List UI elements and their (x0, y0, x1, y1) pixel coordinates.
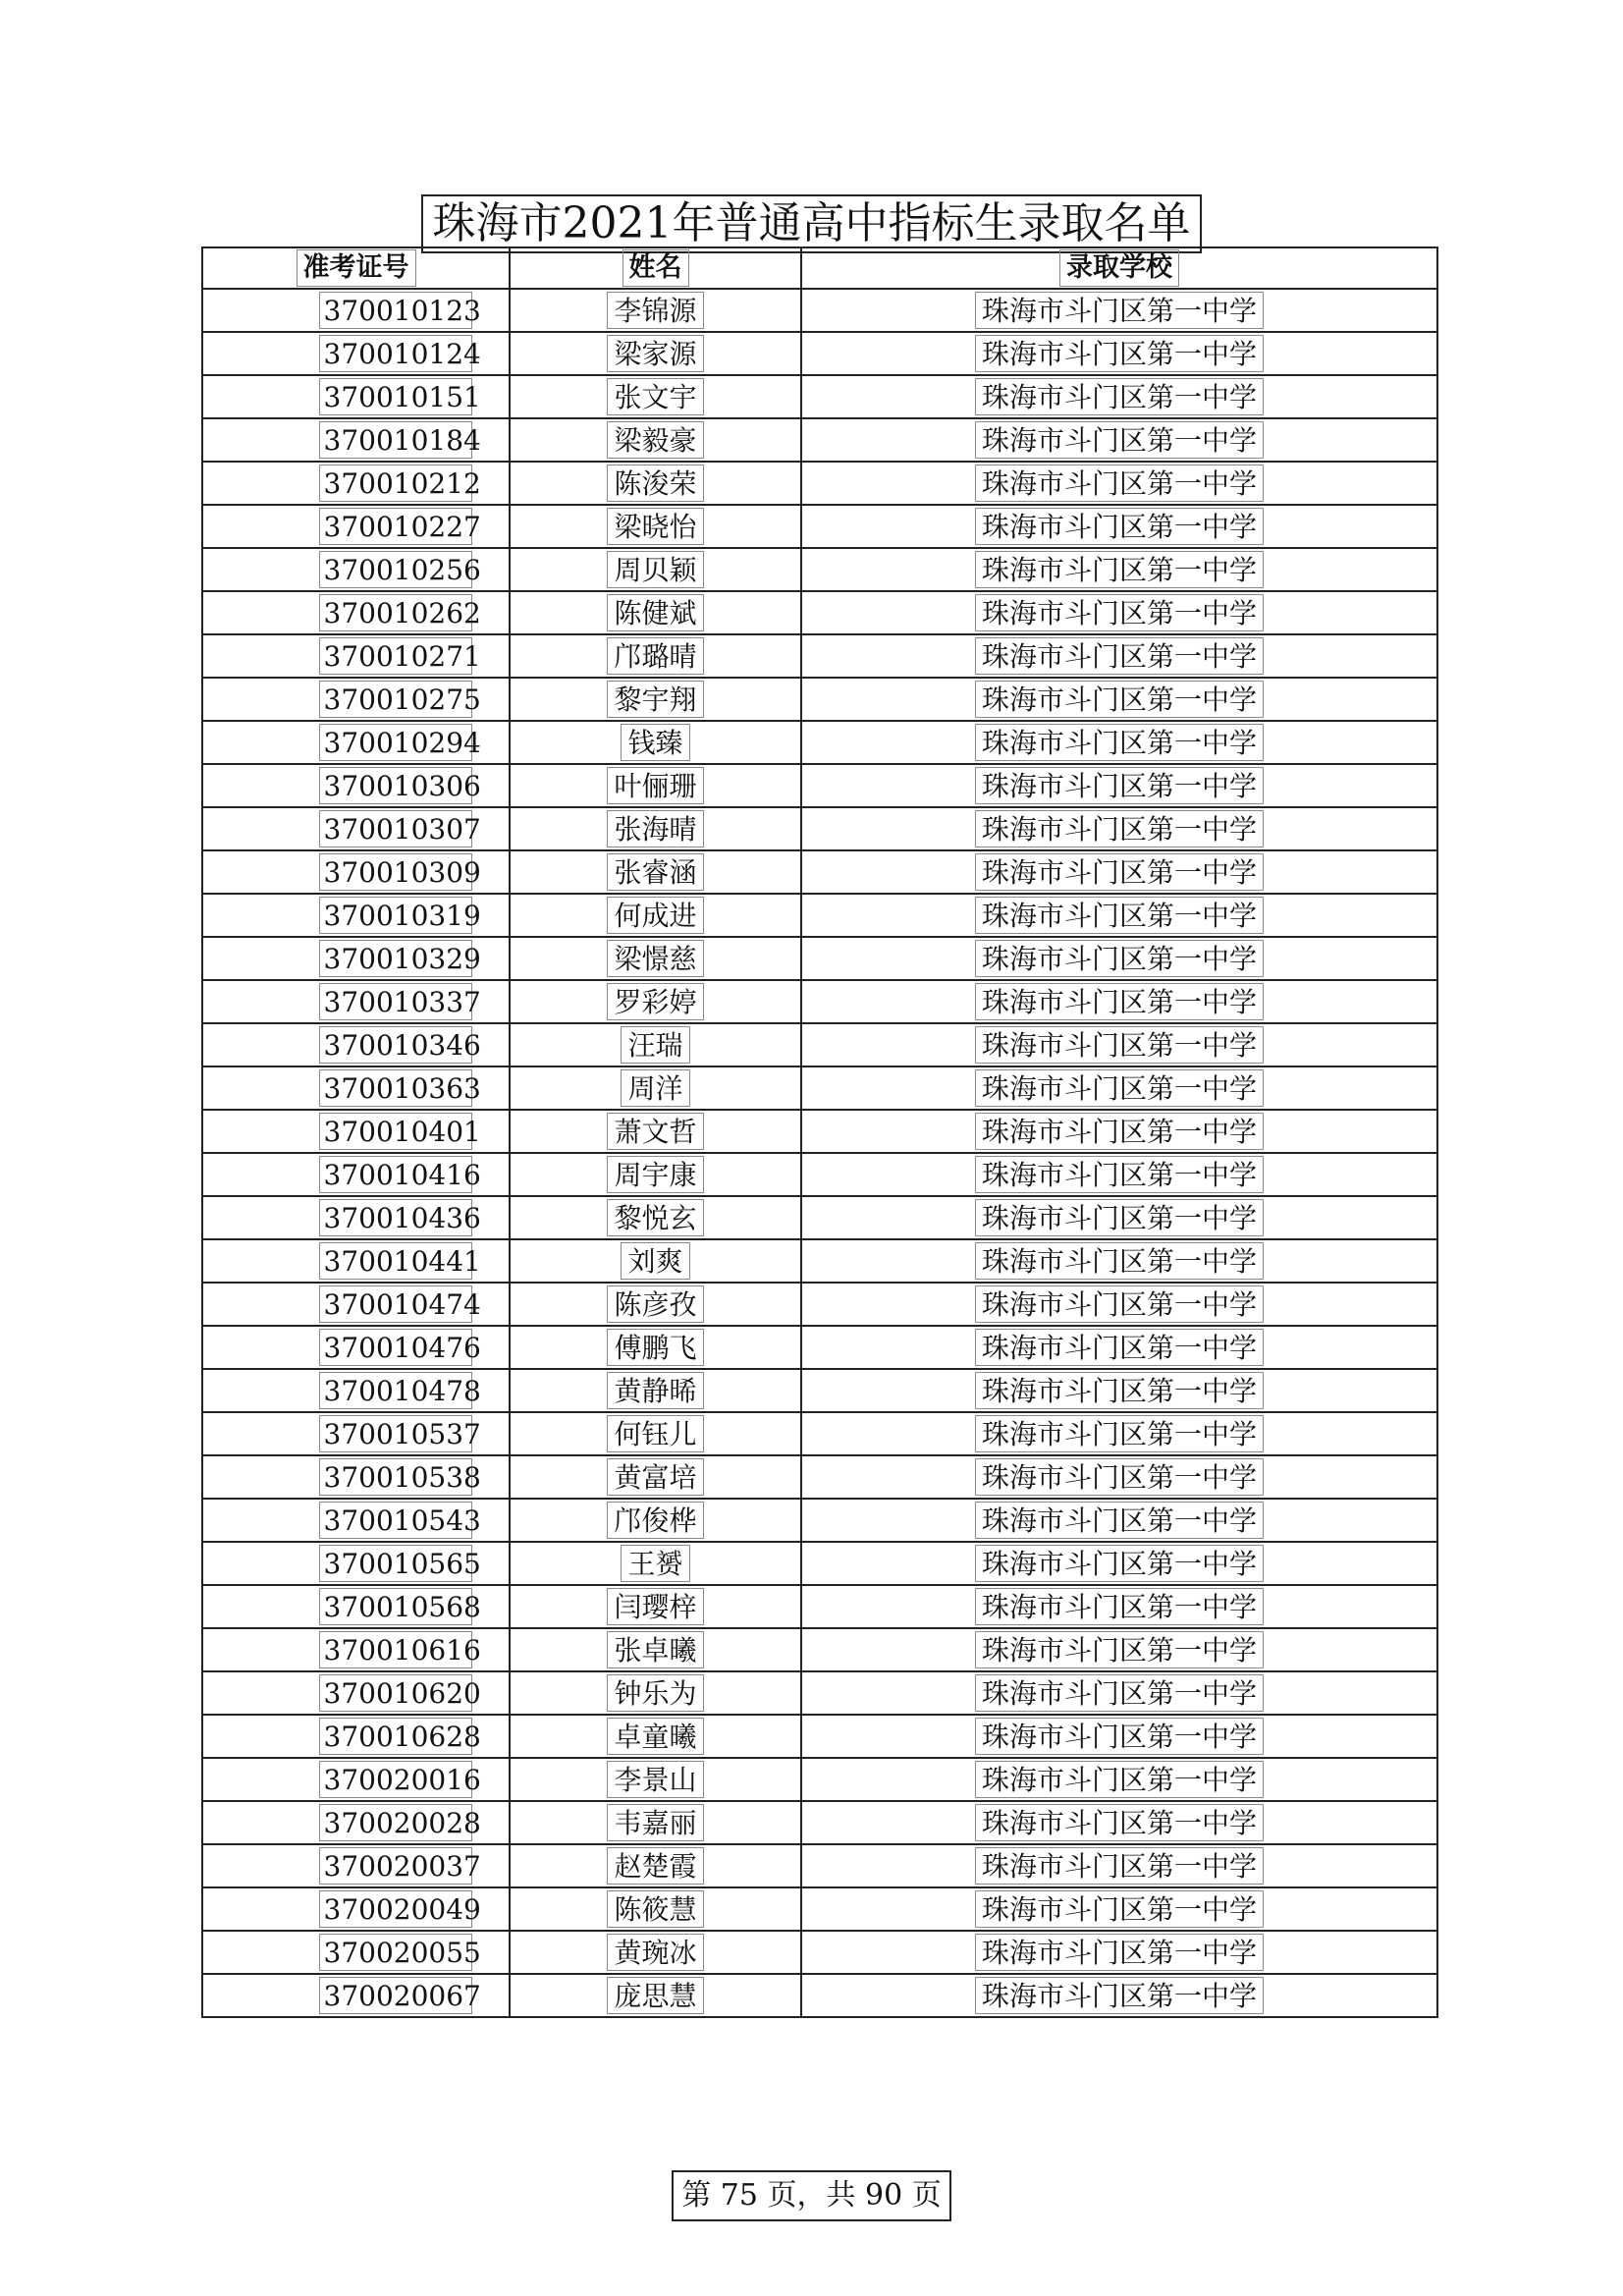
cell-school (801, 1369, 1437, 1412)
cell-school (801, 1110, 1437, 1153)
table-row (202, 375, 1437, 418)
cell-school (801, 1066, 1437, 1110)
cell-id (202, 1887, 510, 1931)
cell-school (801, 894, 1437, 937)
table-row (202, 1283, 1437, 1326)
cell-name-text: 张卓曦 (607, 1631, 703, 1668)
cell-id-text: 370020037 (319, 1847, 472, 1885)
cell-id-text: 370010363 (319, 1069, 472, 1107)
cell-school-text: 珠海市斗门区第一中学 (975, 853, 1264, 891)
cell-school (801, 1801, 1437, 1844)
cell-name (510, 1326, 801, 1369)
cell-id-text: 370010346 (319, 1026, 472, 1064)
cell-id-text: 370010628 (319, 1718, 472, 1755)
cell-id-text: 370010401 (319, 1113, 472, 1150)
cell-school (801, 937, 1437, 980)
cell-school-text: 珠海市斗门区第一中学 (975, 1372, 1264, 1409)
cell-school-text: 珠海市斗门区第一中学 (975, 1458, 1264, 1496)
cell-name-text: 陈筱慧 (607, 1890, 703, 1928)
cell-school (801, 548, 1437, 591)
cell-name-text: 陈健斌 (607, 594, 703, 631)
cell-id-text: 370010294 (319, 724, 472, 761)
cell-school-text: 珠海市斗门区第一中学 (975, 1156, 1264, 1193)
cell-id-text: 370010474 (319, 1285, 472, 1323)
cell-id (202, 764, 510, 807)
cell-id (202, 1758, 510, 1801)
cell-school-text: 珠海市斗门区第一中学 (975, 681, 1264, 718)
table-header-row (202, 247, 1437, 289)
cell-id-text: 370010227 (319, 508, 472, 545)
cell-school-text: 珠海市斗门区第一中学 (975, 1415, 1264, 1452)
cell-name-text: 刘爽 (621, 1242, 689, 1280)
cell-id (202, 1110, 510, 1153)
cell-school (801, 1499, 1437, 1542)
cell-name-text: 陈浚荣 (607, 465, 703, 502)
cell-name-text: 傅鹏飞 (607, 1329, 703, 1366)
cell-school-text: 珠海市斗门区第一中学 (975, 983, 1264, 1020)
cell-name-text: 罗彩婷 (607, 983, 703, 1020)
table-row (202, 289, 1437, 332)
cell-school (801, 289, 1437, 332)
cell-school-text: 珠海市斗门区第一中学 (975, 508, 1264, 545)
cell-id-text: 370010151 (319, 378, 472, 415)
cell-id-text: 370010538 (319, 1458, 472, 1496)
cell-name (510, 1715, 801, 1758)
cell-id (202, 937, 510, 980)
cell-id-text: 370010306 (319, 767, 472, 804)
cell-school (801, 980, 1437, 1023)
cell-name-text: 黎悦玄 (607, 1199, 703, 1236)
cell-id (202, 721, 510, 764)
cell-school (801, 462, 1437, 505)
cell-school-text: 珠海市斗门区第一中学 (975, 594, 1264, 631)
cell-name-text: 张海晴 (607, 810, 703, 847)
cell-name-text: 何钰儿 (607, 1415, 703, 1452)
table-row (202, 1671, 1437, 1715)
cell-id (202, 1196, 510, 1239)
cell-name-text: 黄静晞 (607, 1372, 703, 1409)
table-row (202, 678, 1437, 721)
cell-name (510, 721, 801, 764)
cell-id-text: 370010337 (319, 983, 472, 1020)
cell-school (801, 1974, 1437, 2017)
cell-id-text: 370010537 (319, 1415, 472, 1452)
cell-name-text: 梁憬慈 (607, 940, 703, 977)
table-row (202, 1758, 1437, 1801)
header-name (510, 247, 801, 289)
cell-id (202, 1974, 510, 2017)
cell-id-text: 370020055 (319, 1934, 472, 1971)
table-row (202, 1239, 1437, 1283)
cell-school-text: 珠海市斗门区第一中学 (975, 551, 1264, 588)
cell-id-text: 370010271 (319, 637, 472, 675)
cell-name (510, 894, 801, 937)
table-row (202, 1153, 1437, 1196)
cell-name-text: 张文宇 (607, 378, 703, 415)
cell-name (510, 1239, 801, 1283)
table-row (202, 1196, 1437, 1239)
cell-id (202, 807, 510, 850)
cell-school (801, 807, 1437, 850)
cell-school (801, 634, 1437, 678)
cell-id-text: 370010441 (319, 1242, 472, 1280)
cell-school-text: 珠海市斗门区第一中学 (975, 1069, 1264, 1107)
cell-name-text: 李景山 (607, 1761, 703, 1798)
cell-id (202, 1844, 510, 1887)
cell-name-text: 张睿涵 (607, 853, 703, 891)
cell-school (801, 1844, 1437, 1887)
cell-id (202, 1671, 510, 1715)
cell-school-text: 珠海市斗门区第一中学 (975, 421, 1264, 459)
table-row (202, 332, 1437, 375)
cell-school-text: 珠海市斗门区第一中学 (975, 292, 1264, 329)
cell-school-text: 珠海市斗门区第一中学 (975, 378, 1264, 415)
cell-school (801, 1023, 1437, 1066)
cell-name-text: 汪瑞 (621, 1026, 689, 1064)
cell-id-text: 370010124 (319, 335, 472, 372)
cell-name-text: 何成进 (607, 897, 703, 934)
cell-school (801, 721, 1437, 764)
cell-id (202, 462, 510, 505)
cell-id (202, 850, 510, 894)
cell-name-text: 黄富培 (607, 1458, 703, 1496)
cell-school (801, 1542, 1437, 1585)
cell-name-text: 邝璐晴 (607, 637, 703, 675)
cell-id-text: 370010436 (319, 1199, 472, 1236)
cell-name (510, 1455, 801, 1499)
admission-table (201, 246, 1438, 2018)
cell-name (510, 1628, 801, 1671)
cell-id (202, 1369, 510, 1412)
table-row (202, 462, 1437, 505)
table-row (202, 1887, 1437, 1931)
cell-id-text: 370010184 (319, 421, 472, 459)
cell-name-text: 闫璎梓 (607, 1588, 703, 1625)
cell-school (801, 418, 1437, 462)
cell-id-text: 370010307 (319, 810, 472, 847)
cell-id-text: 370010123 (319, 292, 472, 329)
table-row (202, 634, 1437, 678)
cell-school (801, 1887, 1437, 1931)
cell-school-text: 珠海市斗门区第一中学 (975, 897, 1264, 934)
cell-school (801, 678, 1437, 721)
cell-name (510, 1412, 801, 1455)
cell-school-text: 珠海市斗门区第一中学 (975, 1242, 1264, 1280)
cell-id-text: 370020067 (319, 1977, 472, 2014)
cell-id-text: 370010262 (319, 594, 472, 631)
cell-id-text: 370010565 (319, 1545, 472, 1582)
cell-name-text: 王赟 (621, 1545, 689, 1582)
cell-name (510, 1585, 801, 1628)
cell-name (510, 1758, 801, 1801)
cell-name (510, 548, 801, 591)
page-title: 珠海市2021年普通高中指标生录取名单 (421, 194, 1203, 253)
cell-name (510, 1369, 801, 1412)
cell-school (801, 1239, 1437, 1283)
cell-school-text: 珠海市斗门区第一中学 (975, 335, 1264, 372)
cell-school-text: 珠海市斗门区第一中学 (975, 1329, 1264, 1366)
cell-id (202, 894, 510, 937)
cell-school-text: 珠海市斗门区第一中学 (975, 1934, 1264, 1971)
table-row (202, 894, 1437, 937)
cell-school (801, 332, 1437, 375)
header-name-label: 姓名 (622, 249, 689, 287)
cell-school-text: 珠海市斗门区第一中学 (975, 1977, 1264, 2014)
cell-name-text: 黎宇翔 (607, 681, 703, 718)
cell-name (510, 1931, 801, 1974)
header-school (801, 247, 1437, 289)
cell-id (202, 418, 510, 462)
cell-name (510, 505, 801, 548)
cell-name (510, 807, 801, 850)
cell-id-text: 370020049 (319, 1890, 472, 1928)
cell-school-text: 珠海市斗门区第一中学 (975, 1890, 1264, 1928)
cell-name-text: 陈彦孜 (607, 1285, 703, 1323)
table-row (202, 1931, 1437, 1974)
cell-id-text: 370020016 (319, 1761, 472, 1798)
cell-id-text: 370010476 (319, 1329, 472, 1366)
cell-id (202, 1801, 510, 1844)
cell-school-text: 珠海市斗门区第一中学 (975, 1545, 1264, 1582)
cell-id-text: 370010568 (319, 1588, 472, 1625)
table-row (202, 980, 1437, 1023)
table-row (202, 505, 1437, 548)
cell-school (801, 1283, 1437, 1326)
cell-school-text: 珠海市斗门区第一中学 (975, 767, 1264, 804)
cell-id (202, 505, 510, 548)
cell-name (510, 591, 801, 634)
cell-id (202, 1715, 510, 1758)
table-row (202, 1628, 1437, 1671)
cell-name-text: 周贝颖 (607, 551, 703, 588)
cell-name-text: 庞思慧 (607, 1977, 703, 2014)
cell-school-text: 珠海市斗门区第一中学 (975, 1718, 1264, 1755)
cell-school-text: 珠海市斗门区第一中学 (975, 637, 1264, 675)
cell-name (510, 1153, 801, 1196)
cell-school-text: 珠海市斗门区第一中学 (975, 1026, 1264, 1064)
cell-name (510, 980, 801, 1023)
table-row (202, 850, 1437, 894)
cell-school-text: 珠海市斗门区第一中学 (975, 465, 1264, 502)
cell-school-text: 珠海市斗门区第一中学 (975, 1804, 1264, 1841)
title-wrapper (0, 194, 1623, 253)
cell-id-text: 370010275 (319, 681, 472, 718)
cell-id (202, 1585, 510, 1628)
cell-name (510, 1283, 801, 1326)
cell-school-text: 珠海市斗门区第一中学 (975, 1285, 1264, 1323)
table-row (202, 1326, 1437, 1369)
cell-name (510, 850, 801, 894)
cell-school (801, 591, 1437, 634)
cell-school (801, 1326, 1437, 1369)
cell-school (801, 1671, 1437, 1715)
cell-school-text: 珠海市斗门区第一中学 (975, 1631, 1264, 1668)
cell-id-text: 370010616 (319, 1631, 472, 1668)
table-row (202, 764, 1437, 807)
table-row (202, 1844, 1437, 1887)
cell-name (510, 375, 801, 418)
cell-id-text: 370010309 (319, 853, 472, 891)
cell-name-text: 钱臻 (621, 724, 689, 761)
cell-name-text: 周洋 (621, 1069, 689, 1107)
cell-name (510, 1066, 801, 1110)
cell-school-text: 珠海市斗门区第一中学 (975, 724, 1264, 761)
cell-school (801, 1715, 1437, 1758)
table-row (202, 1110, 1437, 1153)
cell-school (801, 764, 1437, 807)
table-row (202, 418, 1437, 462)
cell-id (202, 375, 510, 418)
cell-name-text: 周宇康 (607, 1156, 703, 1193)
cell-name (510, 1974, 801, 2017)
cell-school-text: 珠海市斗门区第一中学 (975, 1761, 1264, 1798)
cell-school-text: 珠海市斗门区第一中学 (975, 1502, 1264, 1539)
cell-school (801, 375, 1437, 418)
cell-school (801, 1412, 1437, 1455)
header-id (202, 247, 510, 289)
cell-school-text: 珠海市斗门区第一中学 (975, 1199, 1264, 1236)
cell-id (202, 1326, 510, 1369)
cell-id-text: 370010416 (319, 1156, 472, 1193)
cell-name (510, 332, 801, 375)
header-id-label: 准考证号 (297, 249, 416, 287)
table-row (202, 591, 1437, 634)
table-row (202, 548, 1437, 591)
cell-id (202, 1412, 510, 1455)
cell-name (510, 764, 801, 807)
cell-name-text: 韦嘉丽 (607, 1804, 703, 1841)
table-row (202, 1023, 1437, 1066)
cell-id (202, 1628, 510, 1671)
header-school-label: 录取学校 (1059, 249, 1179, 287)
page-number: 第 75 页，共 90 页 (672, 2170, 951, 2221)
cell-school (801, 850, 1437, 894)
cell-id (202, 1542, 510, 1585)
cell-id-text: 370010620 (319, 1674, 472, 1712)
cell-id-text: 370010478 (319, 1372, 472, 1409)
cell-name (510, 1499, 801, 1542)
cell-id (202, 1499, 510, 1542)
cell-name (510, 1023, 801, 1066)
cell-school (801, 1153, 1437, 1196)
table-body (202, 289, 1437, 2017)
footer-wrapper (0, 2170, 1623, 2221)
cell-id (202, 980, 510, 1023)
cell-id (202, 1283, 510, 1326)
cell-name (510, 1887, 801, 1931)
cell-name (510, 418, 801, 462)
cell-id-text: 370010329 (319, 940, 472, 977)
cell-name (510, 1196, 801, 1239)
cell-id (202, 1931, 510, 1974)
cell-id-text: 370010256 (319, 551, 472, 588)
cell-name-text: 赵楚霞 (607, 1847, 703, 1885)
cell-id-text: 370010543 (319, 1502, 472, 1539)
cell-name (510, 678, 801, 721)
cell-id (202, 634, 510, 678)
cell-school-text: 珠海市斗门区第一中学 (975, 1113, 1264, 1150)
cell-id (202, 1153, 510, 1196)
cell-id-text: 370010212 (319, 465, 472, 502)
table-row (202, 1412, 1437, 1455)
cell-school (801, 1758, 1437, 1801)
cell-name (510, 634, 801, 678)
cell-name (510, 462, 801, 505)
cell-name-text: 叶俪珊 (607, 767, 703, 804)
table-row (202, 1974, 1437, 2017)
cell-name (510, 1671, 801, 1715)
table-row (202, 937, 1437, 980)
cell-name-text: 邝俊桦 (607, 1502, 703, 1539)
cell-id (202, 591, 510, 634)
cell-id (202, 1023, 510, 1066)
cell-id (202, 1455, 510, 1499)
cell-name (510, 1801, 801, 1844)
cell-school (801, 505, 1437, 548)
table-row (202, 1499, 1437, 1542)
cell-name-text: 李锦源 (607, 292, 703, 329)
cell-id-text: 370020028 (319, 1804, 472, 1841)
table-row (202, 1585, 1437, 1628)
cell-name (510, 937, 801, 980)
cell-id (202, 1239, 510, 1283)
table-row (202, 1801, 1437, 1844)
table-row (202, 721, 1437, 764)
cell-id (202, 1066, 510, 1110)
table-row (202, 1715, 1437, 1758)
cell-school-text: 珠海市斗门区第一中学 (975, 810, 1264, 847)
cell-school (801, 1628, 1437, 1671)
cell-school (801, 1931, 1437, 1974)
cell-name-text: 梁晓怡 (607, 508, 703, 545)
cell-id-text: 370010319 (319, 897, 472, 934)
cell-school-text: 珠海市斗门区第一中学 (975, 1674, 1264, 1712)
cell-name-text: 梁家源 (607, 335, 703, 372)
table-row (202, 807, 1437, 850)
cell-name (510, 1844, 801, 1887)
cell-school-text: 珠海市斗门区第一中学 (975, 1847, 1264, 1885)
cell-name-text: 钟乐为 (607, 1674, 703, 1712)
cell-name (510, 1542, 801, 1585)
cell-school-text: 珠海市斗门区第一中学 (975, 1588, 1264, 1625)
cell-name (510, 289, 801, 332)
cell-name-text: 卓童曦 (607, 1718, 703, 1755)
cell-id (202, 678, 510, 721)
table-row (202, 1455, 1437, 1499)
cell-id (202, 548, 510, 591)
cell-id (202, 332, 510, 375)
cell-name-text: 黄琬冰 (607, 1934, 703, 1971)
table-row (202, 1542, 1437, 1585)
table-row (202, 1369, 1437, 1412)
cell-name-text: 梁毅豪 (607, 421, 703, 459)
cell-school (801, 1585, 1437, 1628)
cell-school-text: 珠海市斗门区第一中学 (975, 940, 1264, 977)
cell-school (801, 1196, 1437, 1239)
cell-name (510, 1110, 801, 1153)
cell-id (202, 289, 510, 332)
table-row (202, 1066, 1437, 1110)
cell-school (801, 1455, 1437, 1499)
cell-name-text: 萧文哲 (607, 1113, 703, 1150)
